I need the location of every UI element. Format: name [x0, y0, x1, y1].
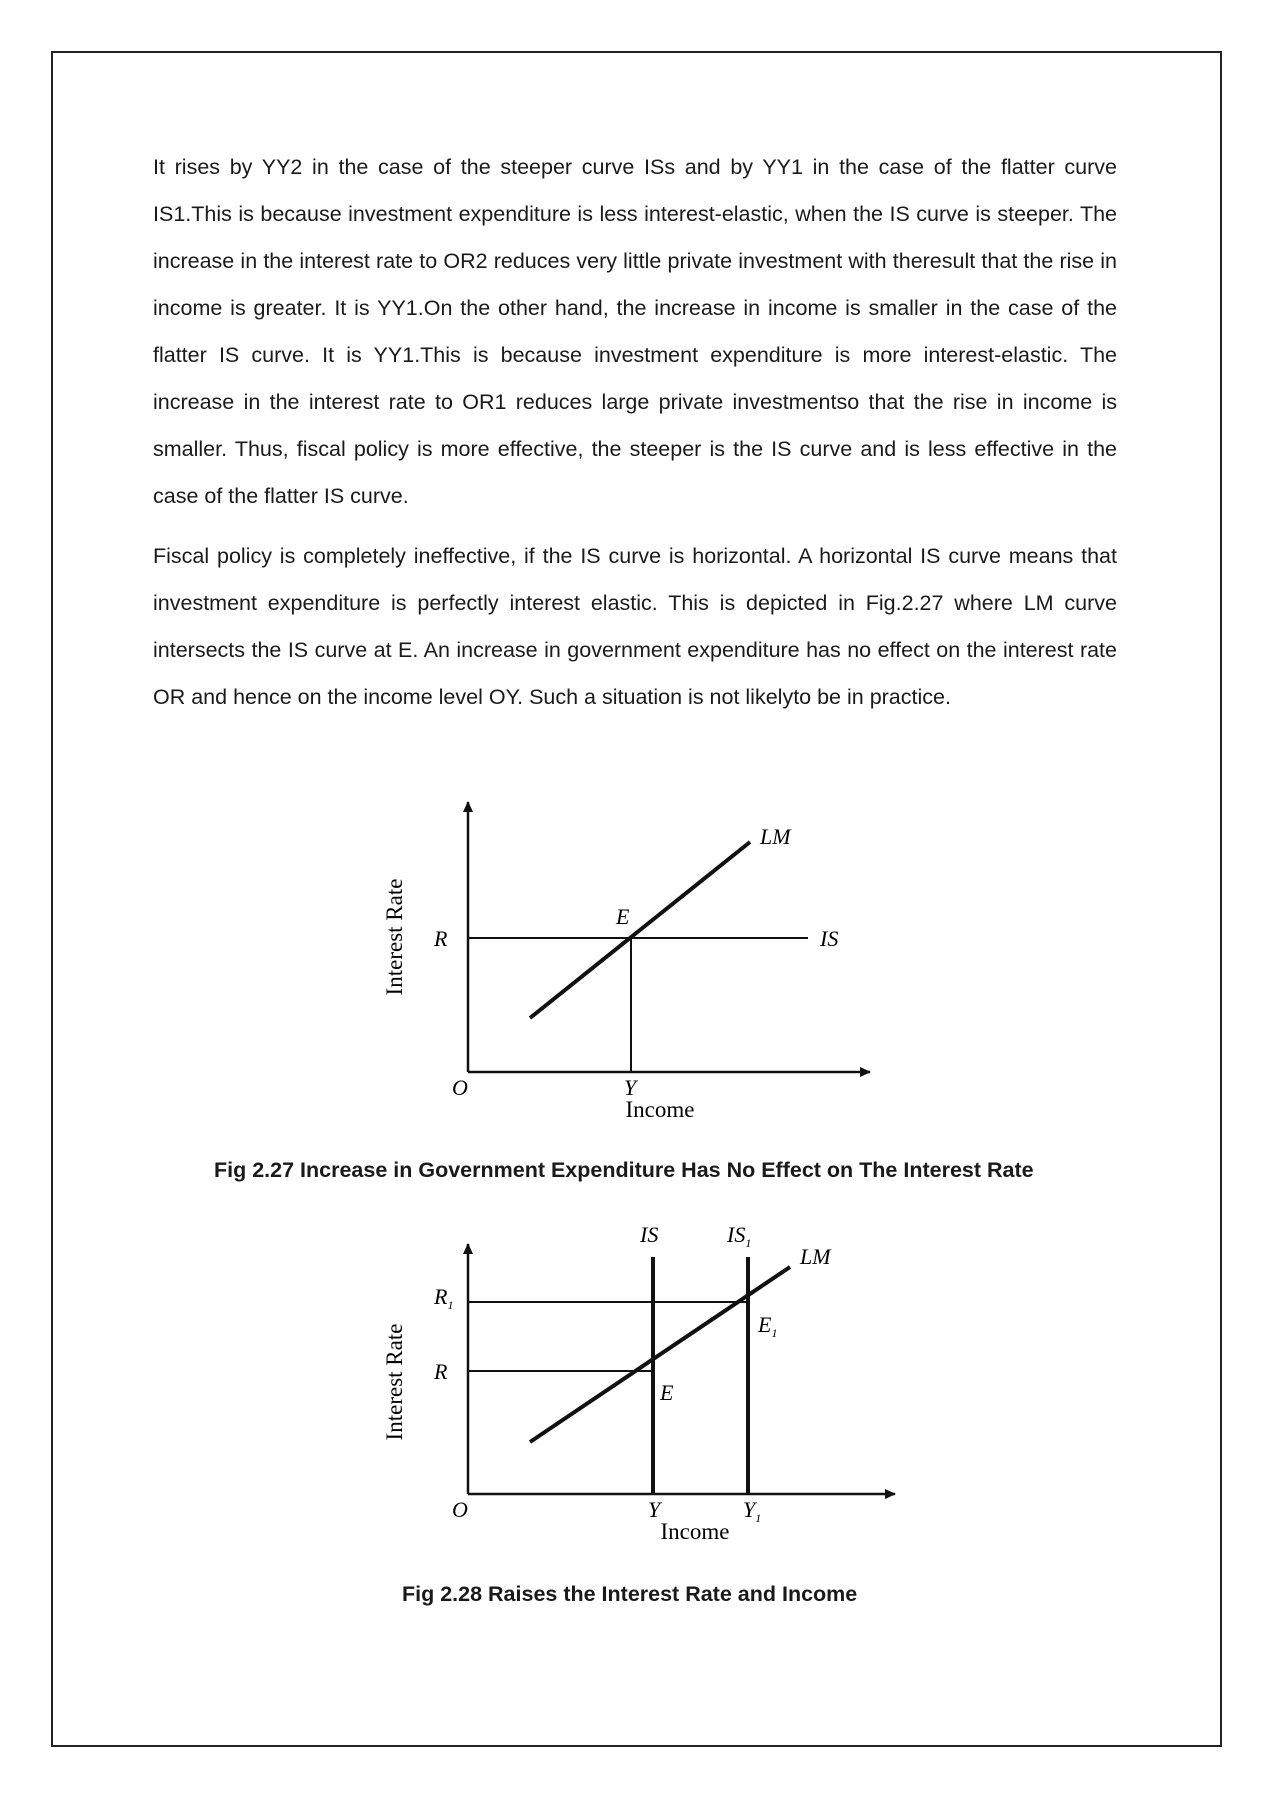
income-y1-label: $Y_1$ — [743, 1497, 762, 1525]
is-label: IS — [640, 1222, 659, 1247]
origin-label: O — [452, 1075, 468, 1100]
figure-2-27-caption: Fig 2.27 Increase in Government Expenditure Has No Effect on The Interest Rate — [214, 1158, 1034, 1182]
equilibrium-label: E — [616, 904, 630, 929]
origin-label: O — [452, 1497, 468, 1522]
figure-2-27 — [360, 782, 920, 1132]
rate-label: R — [434, 1359, 448, 1384]
equilibrium-label: E — [660, 1380, 674, 1405]
lm-curve — [530, 1267, 790, 1442]
rate-label: R — [434, 926, 448, 951]
y-axis-label: Interest Rate — [382, 1323, 407, 1441]
paragraph-2: Fiscal policy is completely ineffective, if the IS curve is horizontal. A horizontal IS curve means that investment expenditure is perfectly interest elastic. This is depicted in Fig.2.27 where LM curve intersects the IS curve at E. An increase in government expenditure has no effect on the interest rate OR and hence on the income level OY. Such a situation is not likelyto be in practice. — [153, 544, 1117, 709]
figure-2-28-caption: Fig 2.28 Raises the Interest Rate and Income — [402, 1582, 858, 1606]
figure-2-28-diagram — [360, 1212, 920, 1552]
figure-2-27-diagram — [360, 782, 920, 1132]
rate1-label: $R_1$ — [434, 1284, 454, 1312]
x-axis-label: Income — [660, 1519, 730, 1544]
x-axis-label: Income — [625, 1097, 695, 1122]
is1-label: $IS_1$ — [727, 1222, 752, 1250]
income-y-label: Y — [648, 1497, 661, 1522]
lm-curve — [530, 842, 750, 1018]
lm-label: LM — [800, 1244, 831, 1269]
figure-2-28 — [360, 1212, 920, 1552]
text-section-2 — [153, 533, 1117, 721]
lm-label: LM — [760, 824, 791, 849]
text-section-1 — [153, 144, 1117, 520]
income-y-label: Y — [624, 1075, 637, 1100]
paragraph-1: It rises by YY2 in the case of the steeper curve ISs and by YY1 in the case of the flatter curve IS1.This is because investment expenditure is less interest-elastic, when the IS curve is steeper. The increase in the interest rate to OR2 reduces very little private investment with theresult that the rise in income is greater. It is YY1.On the other hand, the increase in income is smaller in the case of the flatter IS curve. It is YY1.This is because investment expenditure is more interest-elastic. The increase in the interest rate to OR1 reduces large private investmentso that the rise in income is smaller. Thus, fiscal policy is more effective, the steeper is the IS curve and is less effective in the case of the flatter IS curve. — [153, 155, 1117, 508]
equilibrium1-label: $E_1$ — [758, 1312, 778, 1340]
is-label: IS — [820, 926, 839, 951]
y-axis-label: Interest Rate — [382, 878, 407, 996]
